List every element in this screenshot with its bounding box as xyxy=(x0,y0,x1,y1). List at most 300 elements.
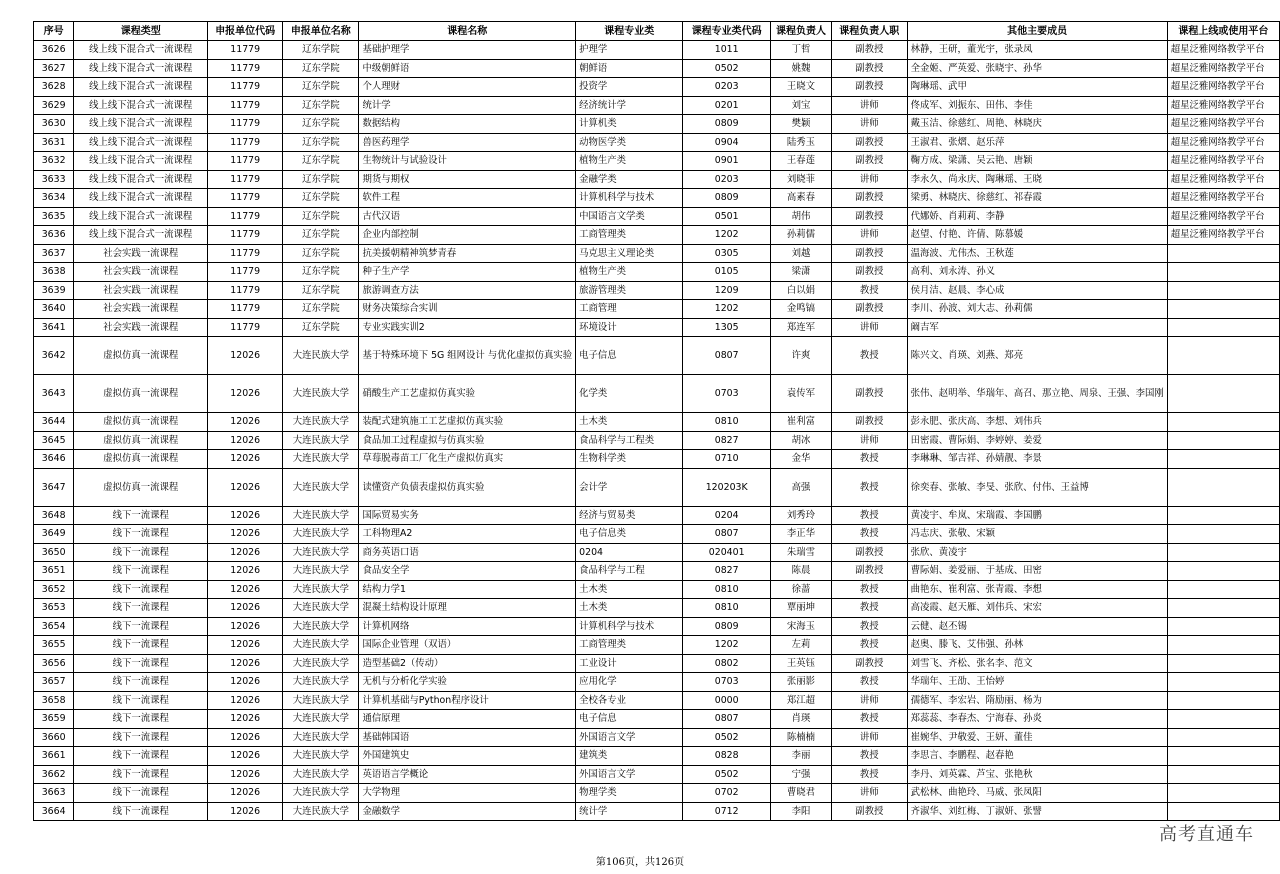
cell-members: 赵望、付艳、许倩、陈慕媛 xyxy=(907,226,1167,245)
cell-course-name: 大学物理 xyxy=(359,784,576,803)
table-row xyxy=(34,710,1280,729)
cell-category-code: 0710 xyxy=(683,450,771,469)
cell-course-name: 硝酸生产工艺虚拟仿真实验 xyxy=(359,375,576,413)
cell-leader: 高强 xyxy=(771,468,832,506)
cell-course-name: 软件工程 xyxy=(359,189,576,208)
cell-platform: 超星泛雅网络教学平台 xyxy=(1167,59,1279,78)
cell-course-name: 工科物理A2 xyxy=(359,525,576,544)
table-row xyxy=(34,617,1280,636)
cell-category-code: 0203 xyxy=(683,78,771,97)
cell-seq: 3629 xyxy=(34,96,74,115)
cell-leader-title: 教授 xyxy=(831,450,907,469)
cell-leader: 高素春 xyxy=(771,189,832,208)
cell-seq: 3635 xyxy=(34,207,74,226)
column-header-unit-name: 申报单位名称 xyxy=(283,22,359,41)
cell-course-category: 马克思主义理论类 xyxy=(576,244,683,263)
cell-seq: 3640 xyxy=(34,300,74,319)
cell-seq: 3643 xyxy=(34,375,74,413)
cell-leader-title: 讲师 xyxy=(831,691,907,710)
cell-course-category: 外国语言文学 xyxy=(576,728,683,747)
header-row xyxy=(34,22,1280,41)
cell-leader: 刘越 xyxy=(771,244,832,263)
cell-platform xyxy=(1167,244,1279,263)
cell-platform: 超星泛雅网络教学平台 xyxy=(1167,115,1279,134)
cell-leader-title: 教授 xyxy=(831,747,907,766)
cell-platform xyxy=(1167,375,1279,413)
cell-unit-code: 11779 xyxy=(208,170,283,189)
table-row xyxy=(34,543,1280,562)
cell-category-code: 0502 xyxy=(683,59,771,78)
table-row xyxy=(34,244,1280,263)
cell-leader: 王晓文 xyxy=(771,78,832,97)
cell-unit-code: 12026 xyxy=(208,765,283,784)
cell-course-category: 工商管理 xyxy=(576,300,683,319)
cell-leader: 刘宝 xyxy=(771,96,832,115)
cell-course-name: 基础韩国语 xyxy=(359,728,576,747)
column-header-platform: 课程上线或使用平台 xyxy=(1167,22,1279,41)
cell-unit-name: 大连民族大学 xyxy=(283,450,359,469)
cell-members: 戴玉洁、徐慈红、周艳、林晓庆 xyxy=(907,115,1167,134)
cell-unit-code: 11779 xyxy=(208,207,283,226)
cell-leader-title: 副教授 xyxy=(831,152,907,171)
cell-unit-code: 12026 xyxy=(208,468,283,506)
cell-members: 李川、孙波、刘大志、孙莉儒 xyxy=(907,300,1167,319)
cell-seq: 3630 xyxy=(34,115,74,134)
cell-unit-name: 辽东学院 xyxy=(283,318,359,337)
cell-leader: 陈楠楠 xyxy=(771,728,832,747)
cell-leader-title: 讲师 xyxy=(831,318,907,337)
cell-course-category: 食品科学与工程类 xyxy=(576,431,683,450)
cell-category-code: 0703 xyxy=(683,375,771,413)
cell-category-code: 0201 xyxy=(683,96,771,115)
cell-unit-code: 12026 xyxy=(208,784,283,803)
cell-course-type: 社会实践一流课程 xyxy=(74,300,208,319)
cell-unit-code: 11779 xyxy=(208,226,283,245)
cell-leader-title: 副教授 xyxy=(831,41,907,60)
cell-leader-title: 副教授 xyxy=(831,413,907,432)
cell-course-type: 线上线下混合式一流课程 xyxy=(74,152,208,171)
cell-course-name: 企业内部控制 xyxy=(359,226,576,245)
cell-seq: 3660 xyxy=(34,728,74,747)
cell-category-code: 0703 xyxy=(683,673,771,692)
cell-seq: 3662 xyxy=(34,765,74,784)
cell-course-category: 经济统计学 xyxy=(576,96,683,115)
cell-members: 徐奕春、张敏、李旻、张欣、付伟、王益博 xyxy=(907,468,1167,506)
cell-leader: 左莉 xyxy=(771,636,832,655)
cell-leader: 胡伟 xyxy=(771,207,832,226)
cell-unit-name: 辽东学院 xyxy=(283,300,359,319)
cell-seq: 3633 xyxy=(34,170,74,189)
cell-seq: 3644 xyxy=(34,413,74,432)
cell-seq: 3642 xyxy=(34,337,74,375)
cell-unit-code: 11779 xyxy=(208,300,283,319)
cell-category-code: 0901 xyxy=(683,152,771,171)
table-row xyxy=(34,413,1280,432)
cell-seq: 3649 xyxy=(34,525,74,544)
cell-category-code: 0203 xyxy=(683,170,771,189)
cell-leader-title: 副教授 xyxy=(831,207,907,226)
cell-unit-name: 大连民族大学 xyxy=(283,337,359,375)
cell-category-code: 0807 xyxy=(683,337,771,375)
cell-leader-title: 副教授 xyxy=(831,244,907,263)
cell-category-code: 0000 xyxy=(683,691,771,710)
cell-platform: 超星泛雅网络教学平台 xyxy=(1167,41,1279,60)
cell-seq: 3641 xyxy=(34,318,74,337)
cell-course-name: 旅游调查方法 xyxy=(359,281,576,300)
cell-course-category: 植物生产类 xyxy=(576,263,683,282)
cell-course-category: 外国语言文学 xyxy=(576,765,683,784)
cell-leader: 陆秀玉 xyxy=(771,133,832,152)
table-row xyxy=(34,41,1280,60)
cell-members: 齐淑华、刘红梅、丁淑妍、张譬 xyxy=(907,802,1167,821)
table-row xyxy=(34,375,1280,413)
cell-platform xyxy=(1167,765,1279,784)
table-row xyxy=(34,78,1280,97)
cell-category-code: 0809 xyxy=(683,617,771,636)
cell-leader-title: 教授 xyxy=(831,710,907,729)
cell-unit-code: 12026 xyxy=(208,413,283,432)
table-row xyxy=(34,450,1280,469)
cell-unit-name: 大连民族大学 xyxy=(283,673,359,692)
cell-leader: 白以娟 xyxy=(771,281,832,300)
cell-members: 云健、赵丕锡 xyxy=(907,617,1167,636)
cell-category-code: 0809 xyxy=(683,189,771,208)
cell-members: 高利、刘永涛、孙义 xyxy=(907,263,1167,282)
cell-course-type: 线下一流课程 xyxy=(74,673,208,692)
cell-category-code: 1011 xyxy=(683,41,771,60)
cell-category-code: 0802 xyxy=(683,654,771,673)
table-row xyxy=(34,506,1280,525)
cell-unit-name: 辽东学院 xyxy=(283,170,359,189)
cell-course-type: 线下一流课程 xyxy=(74,580,208,599)
cell-category-code: 0807 xyxy=(683,710,771,729)
cell-course-category: 中国语言文学类 xyxy=(576,207,683,226)
cell-members: 张伟、赵明举、华瑞年、高召、那立艳、周泉、王强、李国刚 xyxy=(907,375,1167,413)
cell-members: 梁勇、林晓庆、徐慈红、祁春霞 xyxy=(907,189,1167,208)
cell-leader-title: 讲师 xyxy=(831,115,907,134)
cell-seq: 3638 xyxy=(34,263,74,282)
cell-course-category: 生物科学类 xyxy=(576,450,683,469)
cell-category-code: 0809 xyxy=(683,115,771,134)
cell-members: 郑蕊蕊、李春杰、宁海春、孙炎 xyxy=(907,710,1167,729)
cell-platform xyxy=(1167,318,1279,337)
cell-course-name: 专业实践实训2 xyxy=(359,318,576,337)
cell-category-code: 0810 xyxy=(683,413,771,432)
cell-platform xyxy=(1167,525,1279,544)
cell-platform xyxy=(1167,281,1279,300)
cell-leader: 刘晓菲 xyxy=(771,170,832,189)
cell-course-name: 金融数学 xyxy=(359,802,576,821)
cell-course-type: 线上线下混合式一流课程 xyxy=(74,78,208,97)
cell-unit-name: 大连民族大学 xyxy=(283,710,359,729)
cell-unit-name: 辽东学院 xyxy=(283,115,359,134)
cell-seq: 3650 xyxy=(34,543,74,562)
cell-course-type: 线上线下混合式一流课程 xyxy=(74,115,208,134)
table-row xyxy=(34,96,1280,115)
cell-platform xyxy=(1167,431,1279,450)
cell-unit-name: 大连民族大学 xyxy=(283,599,359,618)
cell-leader-title: 副教授 xyxy=(831,133,907,152)
cell-leader-title: 副教授 xyxy=(831,375,907,413)
table-row xyxy=(34,728,1280,747)
cell-unit-name: 大连民族大学 xyxy=(283,413,359,432)
table-row xyxy=(34,59,1280,78)
table-row xyxy=(34,525,1280,544)
table-row xyxy=(34,599,1280,618)
cell-course-name: 种子生产学 xyxy=(359,263,576,282)
column-header-seq: 序号 xyxy=(34,22,74,41)
table-row xyxy=(34,784,1280,803)
cell-unit-code: 12026 xyxy=(208,691,283,710)
cell-category-code: 0305 xyxy=(683,244,771,263)
cell-platform: 超星泛雅网络教学平台 xyxy=(1167,78,1279,97)
cell-seq: 3628 xyxy=(34,78,74,97)
cell-leader: 曹晓君 xyxy=(771,784,832,803)
cell-members: 王淑君、张熠、赵乐萍 xyxy=(907,133,1167,152)
cell-category-code: 0807 xyxy=(683,525,771,544)
cell-platform xyxy=(1167,784,1279,803)
cell-unit-name: 辽东学院 xyxy=(283,78,359,97)
cell-course-category: 0204 xyxy=(576,543,683,562)
cell-course-type: 线下一流课程 xyxy=(74,617,208,636)
cell-unit-code: 12026 xyxy=(208,728,283,747)
cell-seq: 3632 xyxy=(34,152,74,171)
cell-course-category: 土木类 xyxy=(576,413,683,432)
cell-unit-name: 大连民族大学 xyxy=(283,431,359,450)
cell-course-name: 无机与分析化学实验 xyxy=(359,673,576,692)
cell-category-code: 1202 xyxy=(683,636,771,655)
table-row xyxy=(34,281,1280,300)
cell-leader-title: 副教授 xyxy=(831,78,907,97)
cell-seq: 3664 xyxy=(34,802,74,821)
cell-unit-code: 11779 xyxy=(208,59,283,78)
column-header-course-type: 课程类型 xyxy=(74,22,208,41)
cell-course-name: 外国建筑史 xyxy=(359,747,576,766)
cell-course-category: 计算机科学与技术 xyxy=(576,617,683,636)
cell-members: 彭永肥、张庆高、李想、刘伟兵 xyxy=(907,413,1167,432)
cell-unit-name: 大连民族大学 xyxy=(283,636,359,655)
cell-unit-code: 12026 xyxy=(208,636,283,655)
cell-category-code: 1202 xyxy=(683,300,771,319)
cell-category-code: 0204 xyxy=(683,506,771,525)
cell-platform xyxy=(1167,450,1279,469)
cell-leader-title: 副教授 xyxy=(831,654,907,673)
cell-leader-title: 教授 xyxy=(831,765,907,784)
cell-leader: 宁强 xyxy=(771,765,832,784)
cell-category-code: 0828 xyxy=(683,747,771,766)
cell-course-name: 草莓脱毒苗工厂化生产虚拟仿真实 xyxy=(359,450,576,469)
cell-leader-title: 教授 xyxy=(831,580,907,599)
cell-unit-name: 大连民族大学 xyxy=(283,562,359,581)
table-row xyxy=(34,673,1280,692)
table-row xyxy=(34,189,1280,208)
cell-members: 代娜娇、肖莉莉、李静 xyxy=(907,207,1167,226)
cell-course-type: 社会实践一流课程 xyxy=(74,263,208,282)
cell-course-type: 线上线下混合式一流课程 xyxy=(74,226,208,245)
cell-seq: 3636 xyxy=(34,226,74,245)
cell-course-name: 计算机基础与Python程序设计 xyxy=(359,691,576,710)
cell-platform xyxy=(1167,802,1279,821)
cell-course-category: 工商管理类 xyxy=(576,226,683,245)
cell-unit-code: 11779 xyxy=(208,189,283,208)
cell-unit-code: 12026 xyxy=(208,710,283,729)
cell-unit-code: 11779 xyxy=(208,152,283,171)
cell-course-category: 工商管理类 xyxy=(576,636,683,655)
cell-category-code: 0502 xyxy=(683,765,771,784)
cell-platform xyxy=(1167,673,1279,692)
cell-leader: 肖瑛 xyxy=(771,710,832,729)
cell-unit-code: 12026 xyxy=(208,337,283,375)
cell-leader-title: 讲师 xyxy=(831,96,907,115)
cell-leader-title: 讲师 xyxy=(831,226,907,245)
cell-platform xyxy=(1167,728,1279,747)
cell-unit-name: 辽东学院 xyxy=(283,41,359,60)
cell-leader: 姚魏 xyxy=(771,59,832,78)
cell-unit-code: 12026 xyxy=(208,375,283,413)
table-row xyxy=(34,318,1280,337)
cell-seq: 3627 xyxy=(34,59,74,78)
cell-platform xyxy=(1167,413,1279,432)
cell-platform: 超星泛雅网络教学平台 xyxy=(1167,226,1279,245)
cell-leader-title: 教授 xyxy=(831,636,907,655)
cell-members: 李永久、尚永庆、陶琳瑶、王晓 xyxy=(907,170,1167,189)
cell-members: 孺德军、李宏岩、隋励丽、杨为 xyxy=(907,691,1167,710)
cell-leader: 梁潇 xyxy=(771,263,832,282)
cell-platform xyxy=(1167,691,1279,710)
cell-course-type: 社会实践一流课程 xyxy=(74,281,208,300)
cell-leader: 李正华 xyxy=(771,525,832,544)
cell-course-type: 线下一流课程 xyxy=(74,525,208,544)
cell-unit-name: 大连民族大学 xyxy=(283,802,359,821)
cell-unit-name: 辽东学院 xyxy=(283,152,359,171)
cell-course-name: 英语语言学概论 xyxy=(359,765,576,784)
cell-members: 崔婉华、尹敬爱、王妍、董佳 xyxy=(907,728,1167,747)
table-row xyxy=(34,263,1280,282)
cell-course-name: 计算机网络 xyxy=(359,617,576,636)
cell-course-type: 虚拟仿真一流课程 xyxy=(74,450,208,469)
cell-category-code: 1202 xyxy=(683,226,771,245)
cell-unit-code: 12026 xyxy=(208,802,283,821)
cell-unit-name: 辽东学院 xyxy=(283,189,359,208)
cell-unit-code: 12026 xyxy=(208,747,283,766)
cell-leader-title: 教授 xyxy=(831,281,907,300)
cell-course-category: 会计学 xyxy=(576,468,683,506)
cell-members: 曲艳东、崔利富、张青霞、李想 xyxy=(907,580,1167,599)
cell-category-code: 0827 xyxy=(683,431,771,450)
cell-leader: 朱瑞雪 xyxy=(771,543,832,562)
cell-seq: 3653 xyxy=(34,599,74,618)
cell-course-type: 线上线下混合式一流课程 xyxy=(74,59,208,78)
cell-seq: 3639 xyxy=(34,281,74,300)
cell-course-type: 线下一流课程 xyxy=(74,784,208,803)
cell-leader: 王英钰 xyxy=(771,654,832,673)
cell-members: 全金姬、严英爱、张晓宇、孙华 xyxy=(907,59,1167,78)
cell-course-name: 基于特殊环境下 5G 组网设计 与优化虚拟仿真实验 xyxy=(359,337,576,375)
cell-course-category: 计算机类 xyxy=(576,115,683,134)
cell-unit-name: 大连民族大学 xyxy=(283,580,359,599)
cell-unit-name: 大连民族大学 xyxy=(283,543,359,562)
table-row xyxy=(34,562,1280,581)
cell-course-type: 线下一流课程 xyxy=(74,506,208,525)
cell-course-category: 全校各专业 xyxy=(576,691,683,710)
cell-course-type: 虚拟仿真一流课程 xyxy=(74,413,208,432)
cell-leader-title: 副教授 xyxy=(831,59,907,78)
cell-course-name: 食品加工过程虚拟与仿真实验 xyxy=(359,431,576,450)
cell-course-type: 虚拟仿真一流课程 xyxy=(74,375,208,413)
cell-unit-code: 12026 xyxy=(208,431,283,450)
cell-leader-title: 副教授 xyxy=(831,802,907,821)
table-row xyxy=(34,654,1280,673)
cell-course-name: 个人理财 xyxy=(359,78,576,97)
cell-unit-code: 11779 xyxy=(208,115,283,134)
cell-seq: 3651 xyxy=(34,562,74,581)
cell-unit-name: 辽东学院 xyxy=(283,133,359,152)
table-row xyxy=(34,115,1280,134)
cell-course-category: 植物生产类 xyxy=(576,152,683,171)
table-row xyxy=(34,636,1280,655)
cell-leader: 李丽 xyxy=(771,747,832,766)
table-row xyxy=(34,226,1280,245)
cell-course-name: 装配式建筑施工工艺虚拟仿真实验 xyxy=(359,413,576,432)
cell-leader-title: 讲师 xyxy=(831,784,907,803)
cell-seq: 3634 xyxy=(34,189,74,208)
cell-members: 田密霞、曹际娟、李婷婷、姜爱 xyxy=(907,431,1167,450)
table-row xyxy=(34,765,1280,784)
cell-unit-name: 大连民族大学 xyxy=(283,728,359,747)
cell-course-name: 抗美援朝精神筑梦青春 xyxy=(359,244,576,263)
cell-seq: 3656 xyxy=(34,654,74,673)
cell-unit-name: 大连民族大学 xyxy=(283,654,359,673)
cell-leader-title: 教授 xyxy=(831,337,907,375)
cell-course-name: 国际贸易实务 xyxy=(359,506,576,525)
cell-members: 高凌霞、赵天雁、刘伟兵、宋宏 xyxy=(907,599,1167,618)
cell-unit-code: 12026 xyxy=(208,673,283,692)
cell-unit-code: 11779 xyxy=(208,244,283,263)
cell-leader: 郑连军 xyxy=(771,318,832,337)
cell-leader: 金华 xyxy=(771,450,832,469)
cell-leader-title: 副教授 xyxy=(831,189,907,208)
cell-unit-code: 12026 xyxy=(208,617,283,636)
cell-course-category: 投资学 xyxy=(576,78,683,97)
cell-course-category: 物理学类 xyxy=(576,784,683,803)
cell-unit-code: 11779 xyxy=(208,263,283,282)
cell-members: 赵奥、滕飞、艾伟强、孙林 xyxy=(907,636,1167,655)
cell-category-code: 0827 xyxy=(683,562,771,581)
cell-seq: 3648 xyxy=(34,506,74,525)
cell-course-name: 基础护理学 xyxy=(359,41,576,60)
cell-unit-name: 大连民族大学 xyxy=(283,765,359,784)
cell-leader: 金鸣镐 xyxy=(771,300,832,319)
table-row xyxy=(34,580,1280,599)
cell-unit-name: 大连民族大学 xyxy=(283,784,359,803)
cell-leader-title: 教授 xyxy=(831,599,907,618)
cell-members: 李丹、刘英霖、芦宝、张艳秋 xyxy=(907,765,1167,784)
table-row xyxy=(34,152,1280,171)
cell-leader: 陈晨 xyxy=(771,562,832,581)
cell-leader-title: 副教授 xyxy=(831,300,907,319)
cell-unit-name: 辽东学院 xyxy=(283,226,359,245)
cell-members: 华瑞年、王劭、王怡婷 xyxy=(907,673,1167,692)
cell-course-name: 古代汉语 xyxy=(359,207,576,226)
table-row xyxy=(34,802,1280,821)
table-row xyxy=(34,300,1280,319)
cell-course-name: 国际企业管理（双语） xyxy=(359,636,576,655)
cell-seq: 3658 xyxy=(34,691,74,710)
cell-leader-title: 讲师 xyxy=(831,170,907,189)
cell-course-category: 动物医学类 xyxy=(576,133,683,152)
cell-leader: 王春莲 xyxy=(771,152,832,171)
cell-members: 林静，王研，董光宇，张录凤 xyxy=(907,41,1167,60)
